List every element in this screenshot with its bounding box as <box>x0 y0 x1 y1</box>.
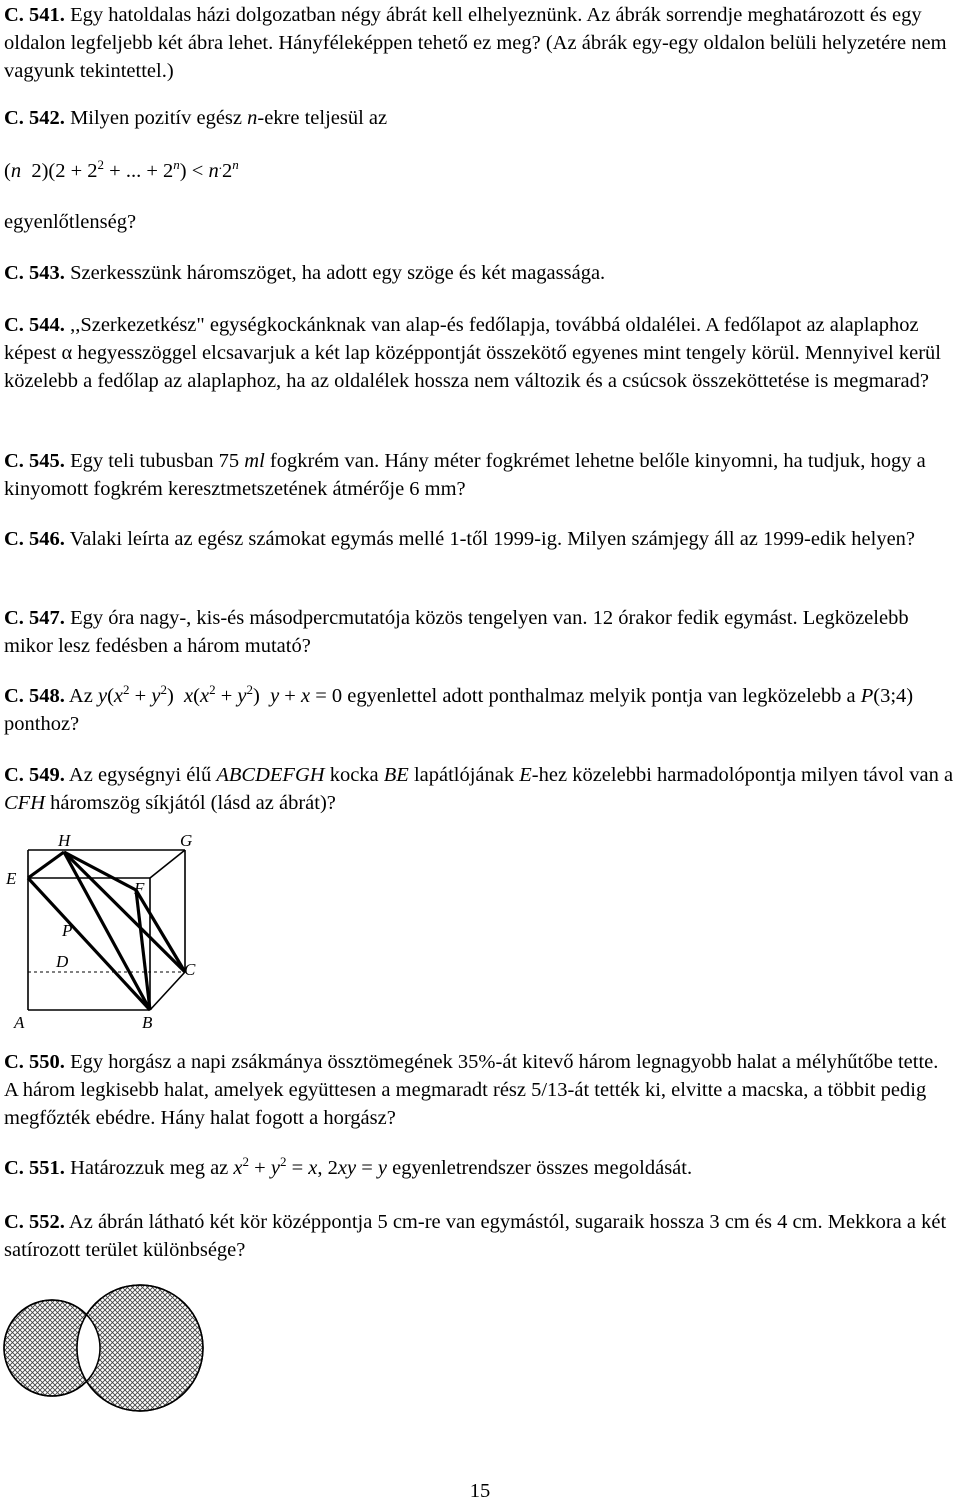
label-P: P <box>62 921 73 940</box>
problem-text: Valaki leírta az egész számokat egymás mellé 1-től 1999-ig. Milyen számjegy áll az 1999-edik helyen? <box>64 528 916 550</box>
problem-number: C. 545. <box>4 450 65 472</box>
problem-text: -ekre teljesül az <box>257 107 388 129</box>
problem-text: egyenletrendszer összes megoldását. <box>386 1157 693 1179</box>
segment-HC <box>64 852 185 972</box>
problem-text: háromszög síkjától (lásd az ábrát)? <box>45 792 336 814</box>
problem-552 <box>4 1208 956 1264</box>
label-F: F <box>134 879 145 898</box>
problem-text: -hez közelebbi harmadolópontja milyen távol van a <box>531 764 954 786</box>
problem-550 <box>4 1048 956 1132</box>
problem-number: C. 544. <box>4 314 65 336</box>
problem-543 <box>4 259 956 287</box>
label-C: C <box>184 960 196 979</box>
segment-HE <box>28 852 64 878</box>
triangle-CFH: CFH <box>4 792 45 814</box>
problem-text: Egy teli tubusban 75 <box>64 450 245 472</box>
cube-name: ABCDEFGH <box>216 764 325 786</box>
problem-text: fogkrém van. Hány méter fogkrémet lehetne belőle kinyomni, ha tudjuk, hogy a kinyomott fogkrém keresztmetszetének átmérője 6 mm? <box>4 450 926 500</box>
problem-number: C. 550. <box>4 1051 65 1073</box>
problem-545 <box>4 447 956 503</box>
problem-number: C. 549. <box>4 764 65 786</box>
page-number: 15 <box>469 1480 491 1502</box>
problem-number: C. 548. <box>4 685 65 707</box>
problem-number: C. 547. <box>4 607 65 629</box>
problem-text: (3;4) ponthoz? <box>4 685 914 735</box>
problem-text: Egy hatoldalas házi dolgozatban négy ábrát kell elhelyeznünk. Az ábrák sorrendje meghatározott és egy oldalon legfeljebb két ábra lehet. Hányféleképpen tehető ez meg? (Az ábrák egy-egy oldalon belüli helyzetére nem vagyunk tekintettel.) <box>4 4 947 82</box>
problem-text: kocka <box>324 764 384 786</box>
label-H: H <box>58 832 71 850</box>
problem-number: C. 542. <box>4 107 65 129</box>
problem-text: Határozzuk meg az <box>64 1157 234 1179</box>
problem-text: ,,Szerkezetkész" egységkockánknak van alap-és fedőlapja, továbbá oldalélei. A fedőlapot az alaplaphoz képest <box>4 314 919 364</box>
label-D: D <box>56 952 69 971</box>
point-P: P <box>860 685 874 707</box>
problem-548 <box>4 682 956 738</box>
label-B: B <box>142 1013 153 1032</box>
problem-text: Az egységnyi élű <box>64 764 217 786</box>
vertex-E: E <box>519 764 532 786</box>
problem-text: Az <box>64 685 98 707</box>
cube-figure <box>0 832 210 1032</box>
problem-text: egyenlettel adott ponthalmaz melyik pontja van legközelebb a <box>342 685 861 707</box>
problem-text: Egy horgász a napi zsákmánya össztömegének 35%-át kitevő három legnagyobb halat a mélyhűtőbe tette. A három legkisebb halat, amelyek együttesen a megmaradt rész 5/13-át tették ki, elvitte a macska, a többit pedig megfőzték ebédre. Hány halat fogott a horgász? <box>4 1051 939 1129</box>
problem-text: hegyesszöggel elcsavarjuk a két lap középpontját összekötő egyenes mint tengely körül. Mennyivel kerül közelebb a fedőlap az alaplaphoz, ha az oldalélek hossza nem változik és a csúcsok összeköttetése is megmarad? <box>4 342 941 392</box>
circles-figure <box>0 1270 210 1430</box>
inequality-formula: (n $2)(2 + 2^2$ + ... + $2^n) < n^.2^n$ <box>4 157 239 182</box>
problem-text: Milyen pozitív egész <box>64 107 248 129</box>
problem-542-tail: egyenlőtlenség? <box>4 211 137 233</box>
problem-549 <box>4 761 956 817</box>
problem-541 <box>4 1 956 85</box>
problem-text: Az ábrán látható két kör középpontja 5 cm-re van egymástól, sugaraik hossza 3 cm és 4 cm. Mekkora a két satírozott terület különbsége? <box>4 1211 947 1261</box>
cube-edge <box>150 850 185 878</box>
label-E: E <box>6 869 17 888</box>
problem-text: Szerkesszünk háromszöget, ha adott egy szöge és két magassága. <box>64 262 606 284</box>
problem-551 <box>4 1154 956 1182</box>
problem-text: lapátlójának <box>408 764 520 786</box>
unit-ml: ml <box>244 450 265 472</box>
problem-546 <box>4 525 956 553</box>
segment-BE: BE <box>383 764 409 786</box>
problem-number: C. 546. <box>4 528 65 550</box>
problem-number: C. 541. <box>4 4 65 26</box>
alpha-symbol: α <box>61 342 73 364</box>
label-A: A <box>14 1013 25 1032</box>
problem-number: C. 551. <box>4 1157 65 1179</box>
variable-n: n <box>247 107 258 129</box>
cube-edge <box>150 972 185 1010</box>
problem-number: C. 552. <box>4 1211 65 1233</box>
label-G: G <box>180 832 193 850</box>
problem-547 <box>4 604 956 660</box>
equation-548: $y(x^2 + y^2) x(x^2 + y^2) y + x = 0$ <box>97 682 343 707</box>
problem-544 <box>4 311 956 395</box>
problem-number: C. 543. <box>4 262 65 284</box>
equation-system-551: $x^2 + y^2 = x$, 2xy = y <box>233 1154 387 1179</box>
problem-542 <box>4 104 956 132</box>
problem-text: Egy óra nagy-, kis-és másodpercmutatója közös tengelyen van. 12 órakor fedik egymást. Legközelebb mikor lesz fedésben a három mutató? <box>4 607 909 657</box>
